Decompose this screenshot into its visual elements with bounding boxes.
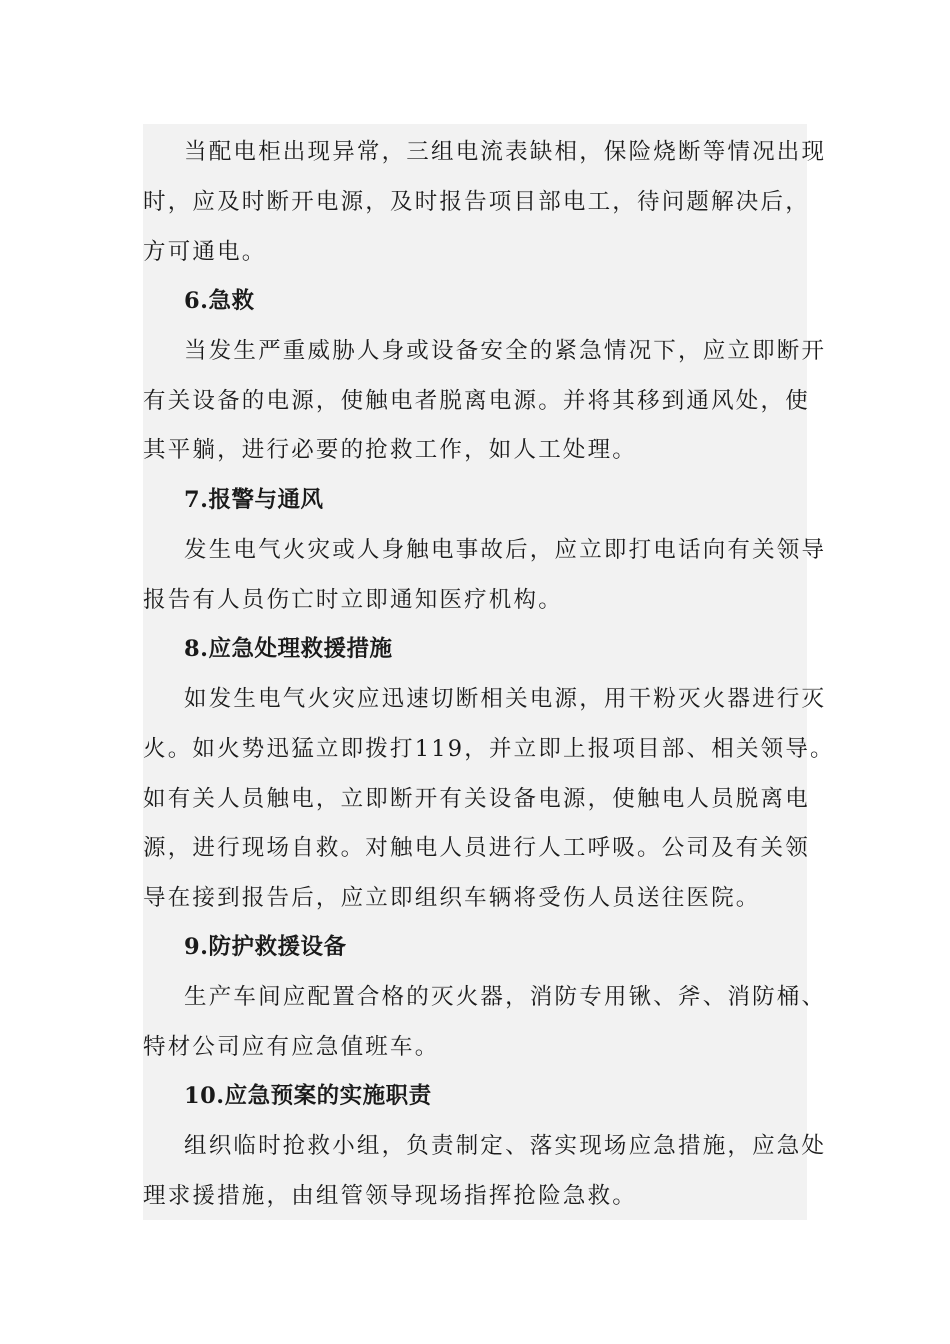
paragraph-line: 火。如火势迅猛立即拨打119，并立即上报项目部、相关领导。 bbox=[143, 736, 835, 762]
section-heading: 6.急救 bbox=[184, 288, 255, 314]
paragraph-line: 源，进行现场自救。对触电人员进行人工呼吸。公司及有关领 bbox=[143, 835, 810, 861]
paragraph-line: 导在接到报告后，应立即组织车辆将受伤人员送往医院。 bbox=[143, 885, 761, 911]
paragraph-line: 方可通电。 bbox=[143, 239, 267, 265]
section-heading: 9.防护救援设备 bbox=[184, 934, 347, 960]
paragraph-line: 报告有人员伤亡时立即通知医疗机构。 bbox=[143, 587, 563, 613]
paragraph-line: 理求援措施，由组管领导现场指挥抢险急救。 bbox=[143, 1183, 638, 1209]
paragraph-line: 其平躺，进行必要的抢救工作，如人工处理。 bbox=[143, 437, 638, 463]
paragraph-line: 时，应及时断开电源，及时报告项目部电工，待问题解决后， bbox=[143, 189, 810, 215]
paragraph-line: 当配电柜出现异常，三组电流表缺相，保险烧断等情况出现 bbox=[184, 139, 827, 165]
paragraph-line: 有关设备的电源，使触电者脱离电源。并将其移到通风处，使 bbox=[143, 388, 810, 414]
section-heading: 10.应急预案的实施职责 bbox=[184, 1083, 432, 1109]
paragraph-line: 如有关人员触电，立即断开有关设备电源，使触电人员脱离电 bbox=[143, 786, 810, 812]
section-heading: 7.报警与通风 bbox=[184, 487, 324, 513]
paragraph-line: 生产车间应配置合格的灭火器，消防专用锹、斧、消防桶、 bbox=[184, 984, 827, 1010]
paragraph-line: 组织临时抢救小组，负责制定、落实现场应急措施，应急处 bbox=[184, 1133, 827, 1159]
paragraph-line: 特材公司应有应急值班车。 bbox=[143, 1034, 440, 1060]
paragraph-line: 发生电气火灾或人身触电事故后，应立即打电话向有关领导 bbox=[184, 537, 827, 563]
section-heading: 8.应急处理救援措施 bbox=[184, 636, 393, 662]
paragraph-line: 当发生严重威胁人身或设备安全的紧急情况下，应立即断开 bbox=[184, 338, 827, 364]
paragraph-line: 如发生电气火灾应迅速切断相关电源，用干粉灭火器进行灭 bbox=[184, 686, 827, 712]
